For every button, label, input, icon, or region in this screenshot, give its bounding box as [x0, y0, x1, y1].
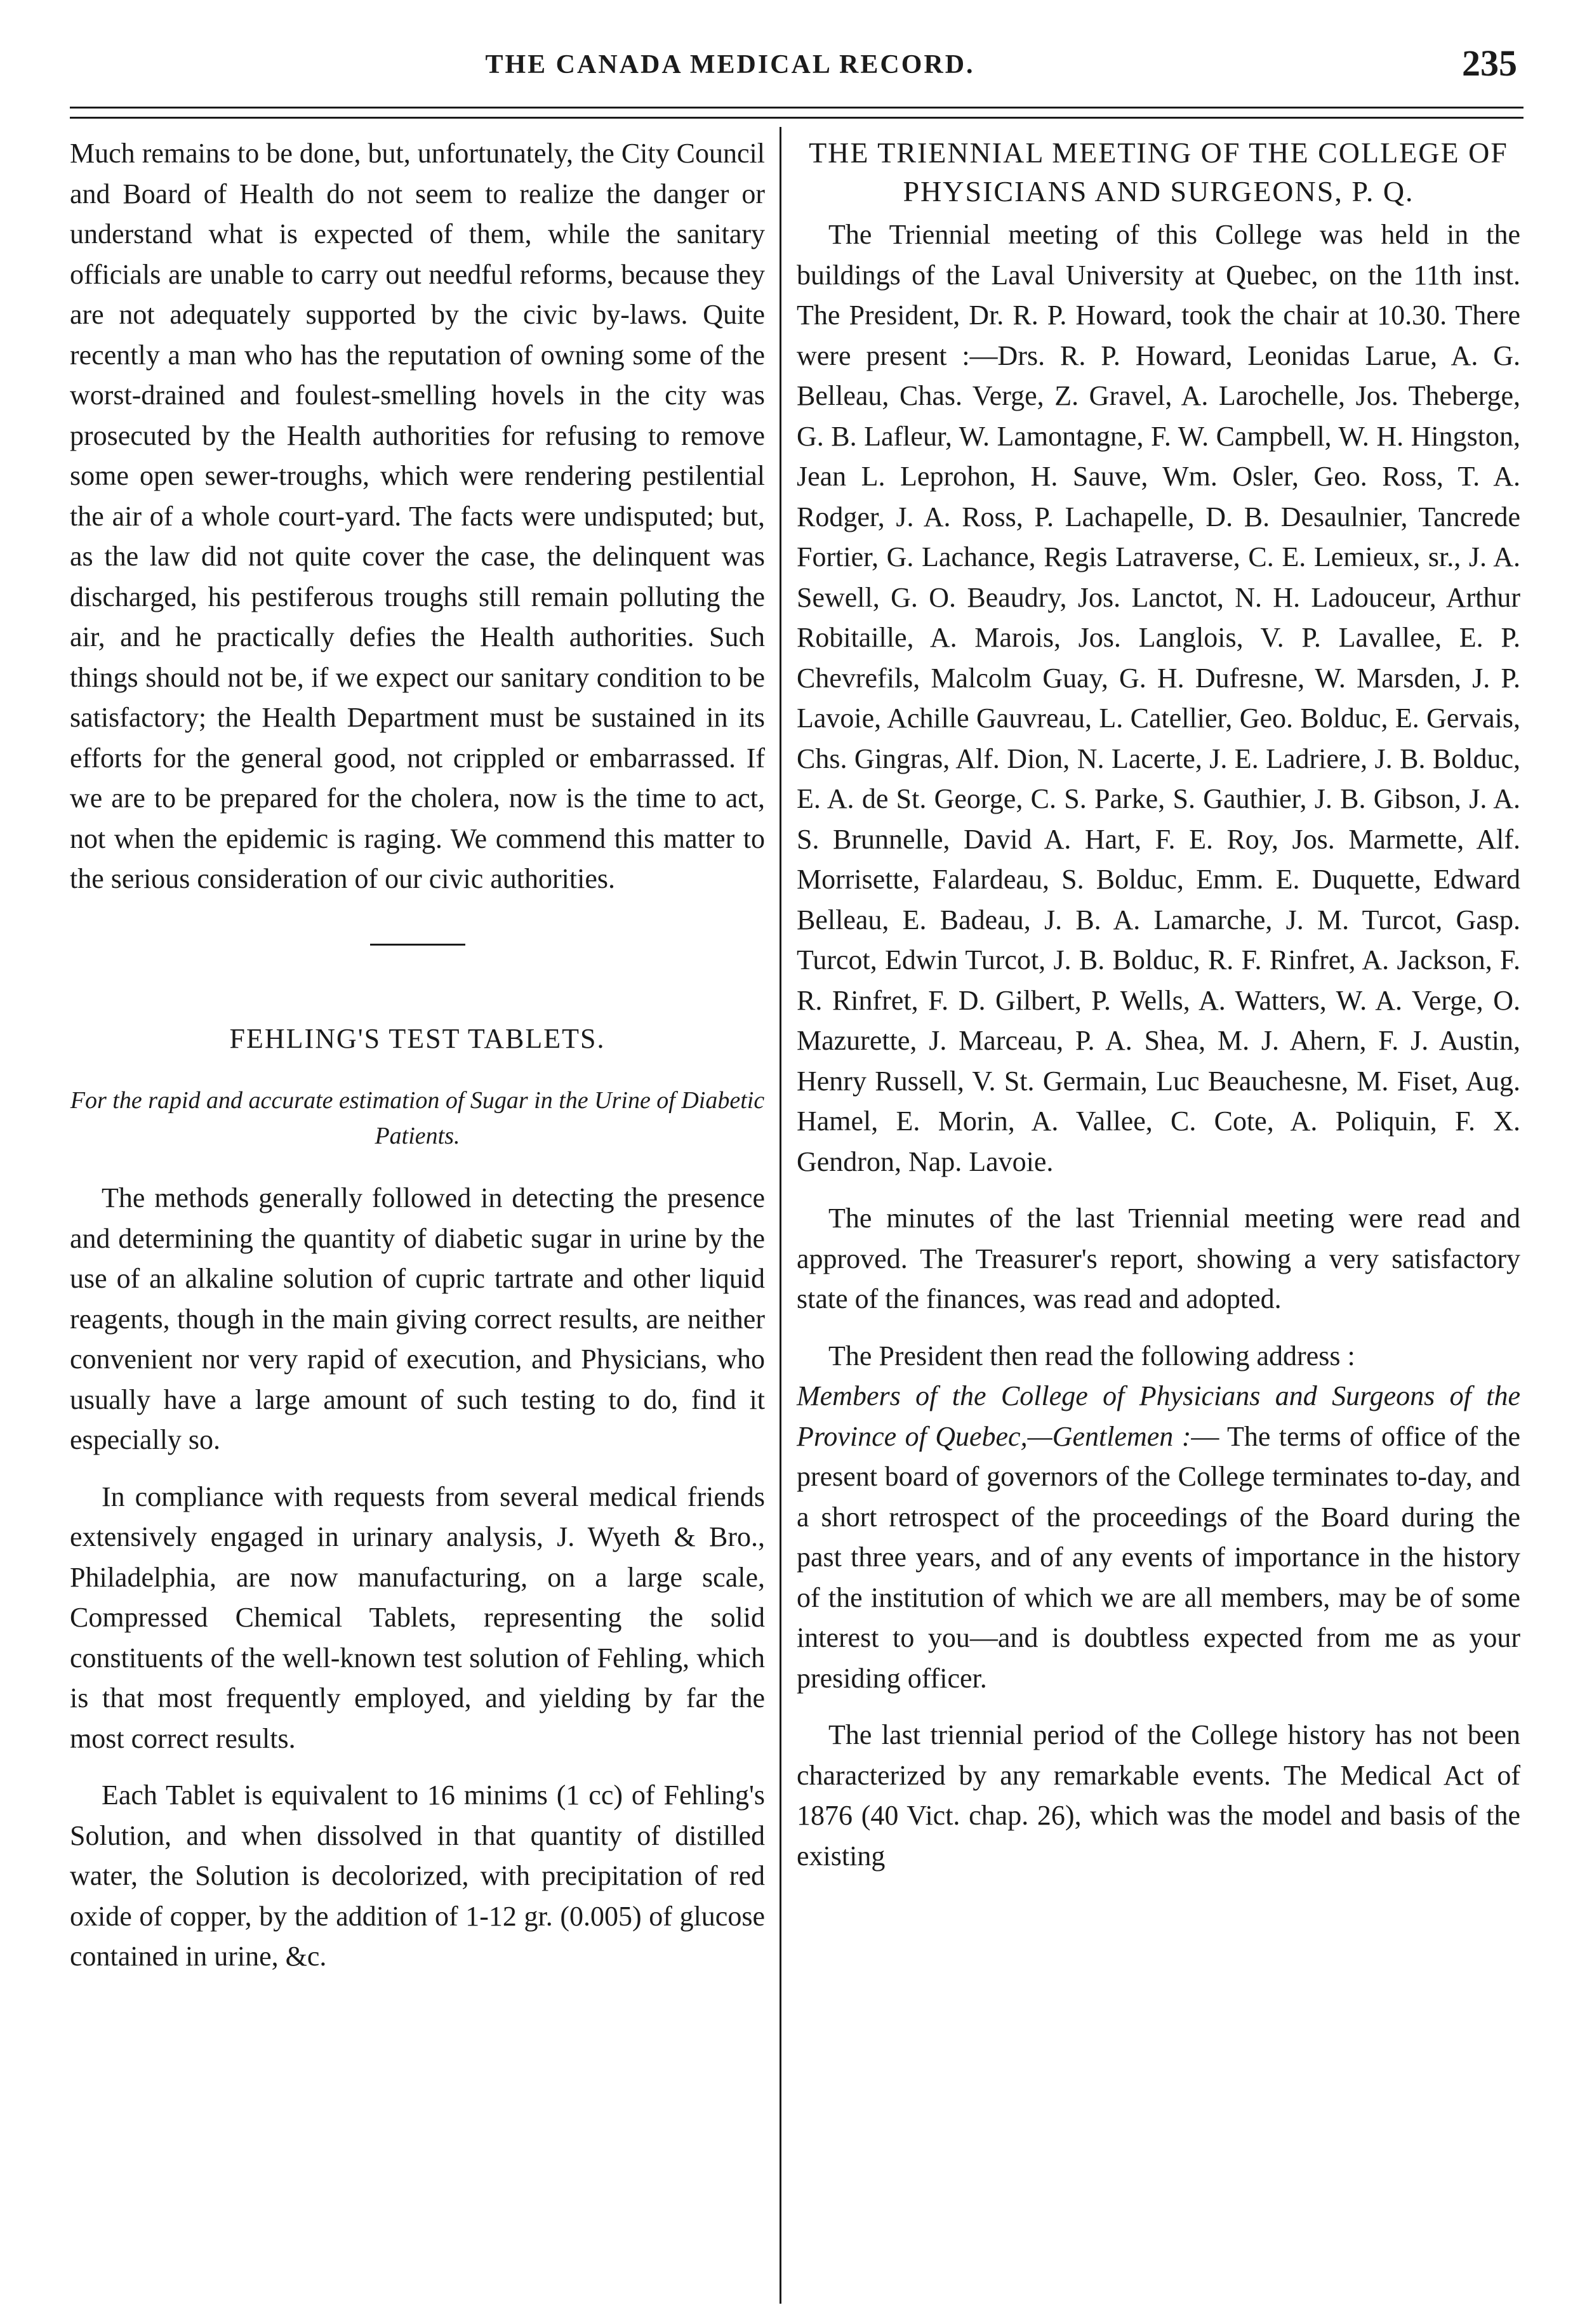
fehling-section-title: FEHLING'S TEST TABLETS.	[229, 1022, 606, 1054]
fehling-subtitle: For the rapid and accurate estimation of Sugar in the Urine of Diabetic Patients.	[70, 1087, 765, 1149]
triennial-meeting-title: THE TRIENNIAL MEETING OF THE COLLEGE OF PHYSICIANS AND SURGEONS, P. Q.	[809, 136, 1508, 208]
header-rule-bottom	[70, 117, 1524, 119]
column-divider	[780, 127, 781, 2304]
triennial-paragraph-minutes: The minutes of the last Triennial meeting were read and approved. The Treasurer's report, showing a very satisfactory state of the finances, was read and adopted.	[797, 1203, 1520, 1314]
fehling-paragraph-2: In compliance with requests from several medical friends extensively engaged in urinary analysis, J. Wyeth & Bro., Philadelphia, are now manufacturing, on a large scale, Compressed Chemical Tablets, representing the solid constituents of the well-known test solution of Fehling, which is that most frequently employed, and yielding by far the most correct results.	[70, 1481, 765, 1754]
header-rule-top	[70, 107, 1524, 109]
right-column	[797, 133, 1520, 1876]
fehling-paragraph-3: Each Tablet is equivalent to 16 minims (1 cc) of Fehling's Solution, and when dissolved in that quantity of distilled water, the Solution is decolorized, with precipitation of red oxide of copper, by the addition of 1-12 gr. (0.005) of glucose contained in urine, &c.	[70, 1779, 765, 1972]
left-column	[70, 133, 765, 1977]
journal-title: THE CANADA MEDICAL RECORD.	[485, 50, 975, 79]
fehling-paragraph-1: The methods generally followed in detecting the presence and determining the quantity of diabetic sugar in urine by the use of an alkaline solution of cupric tartrate and other liquid reagents, though in the main giving correct results, are neither convenient nor very rapid of execution, and Physicians, who usually have a large amount of such testing to do, find it especially so.	[70, 1182, 765, 1455]
sanitary-paragraph: Much remains to be done, but, unfortunately, the City Council and Board of Health do not seem to realize the danger or understand what is expected of them, while the sanitary officials are unable to carry out needful reforms, because they are not adequately supported by the civic by-laws. Quite recently a man who has the reputation of owning some of the worst-drained and foulest-smelling hovels in the city was prosecuted by the Health authorities for refusing to remove some open sewer-troughs, which were rendering pestilential the air of a whole court-yard. The facts were undisputed; but, as the law did not quite cover the case, the delinquent was discharged, his pestiferous troughs still remain polluting the air, and he practically defies the Health authorities. Such things should not be, if we expect our sanitary condition to be satisfactory; the Health Department must be sustained in its efforts for the general good, not crippled or embarrassed. If we are to be prepared for the cholera, now is the time to act, not when the epidemic is raging. We commend this matter to the serious consideration of our civic authorities.	[70, 138, 765, 894]
triennial-paragraph-address	[797, 1376, 1520, 1698]
address-salutation: Members of the College of Physicians and Surgeons of the Province of Quebec,—Gentlemen :	[797, 1380, 1520, 1452]
triennial-paragraph-history: The last triennial period of the College history has not been characterized by any remarkable events. The Medical Act of 1876 (40 Vict. chap. 26), which was the model and basis of the existing	[797, 1719, 1520, 1872]
page-number: 235	[1462, 43, 1517, 84]
section-separator	[370, 944, 465, 946]
triennial-paragraph-attendees: The Triennial meeting of this College was held in the buildings of the Laval University at Quebec, on the 11th inst. The President, Dr. R. P. Howard, took the chair at 10.30. There were present :—Drs. R. P. Howard, Leonidas Larue, A. G. Belleau, Chas. Verge, Z. Gravel, A. Larochelle, Jos. Theberge, G. B. Lafleur, W. Lamontagne, F. W. Campbell, W. H. Hingston, Jean L. Leprohon, H. Sauve, Wm. Osler, Geo. Ross, T. A. Rodger, J. A. Ross, P. Lachapelle, D. B. Desaulnier, Tancrede Fortier, G. Lachance, Regis Latraverse, C. E. Lemieux, sr., J. A. Sewell, G. O. Beaudry, Jos. Lanctot, N. H. Ladouceur, Arthur Robitaille, A. Marois, Jos. Langlois, V. P. Lavallee, E. P. Chevrefils, Malcolm Guay, G. H. Dufresne, W. Marsden, J. P. Lavoie, Achille Gauvreau, L. Catellier, Geo. Bolduc, E. Gervais, Chs. Gingras, Alf. Dion, N. Lacerte, J. E. Ladriere, J. B. Bolduc, E. A. de St. George, C. S. Parke, S. Gauthier, J. B. Gibson, J. A. S. Brunnelle, David A. Hart, F. E. Roy, Jos. Marmette, Alf. Morrisette, Falardeau, S. Bolduc, Emm. E. Duquette, Edward Belleau, E. Badeau, J. B. A. Lamarche, J. M. Turcot, Gasp. Turcot, Edwin Turcot, J. B. Bolduc, R. F. Rinfret, A. Jackson, F. R. Rinfret, F. D. Gilbert, P. Wells, A. Watters, W. A. Verge, O. Mazurette, J. Marceau, P. A. Shea, M. J. Ahern, F. J. Austin, Henry Russell, V. St. Germain, Luc Beauchesne, M. Fiset, Aug. Hamel, E. Morin, A. Vallee, C. Cote, A. Poliquin, F. X. Gendron, Nap. Lavoie.	[797, 219, 1520, 1177]
address-body: — The terms of office of the present board of governors of the College terminates to-day, and a short retrospect of the proceedings of the Board during the past three years, and of any events of importance in the history of the institution of which we are all members, may be of some interest to you—and is doubtless expected from me as your presiding officer.	[797, 1420, 1521, 1694]
triennial-paragraph-address-intro: The President then read the following address :	[828, 1340, 1355, 1371]
